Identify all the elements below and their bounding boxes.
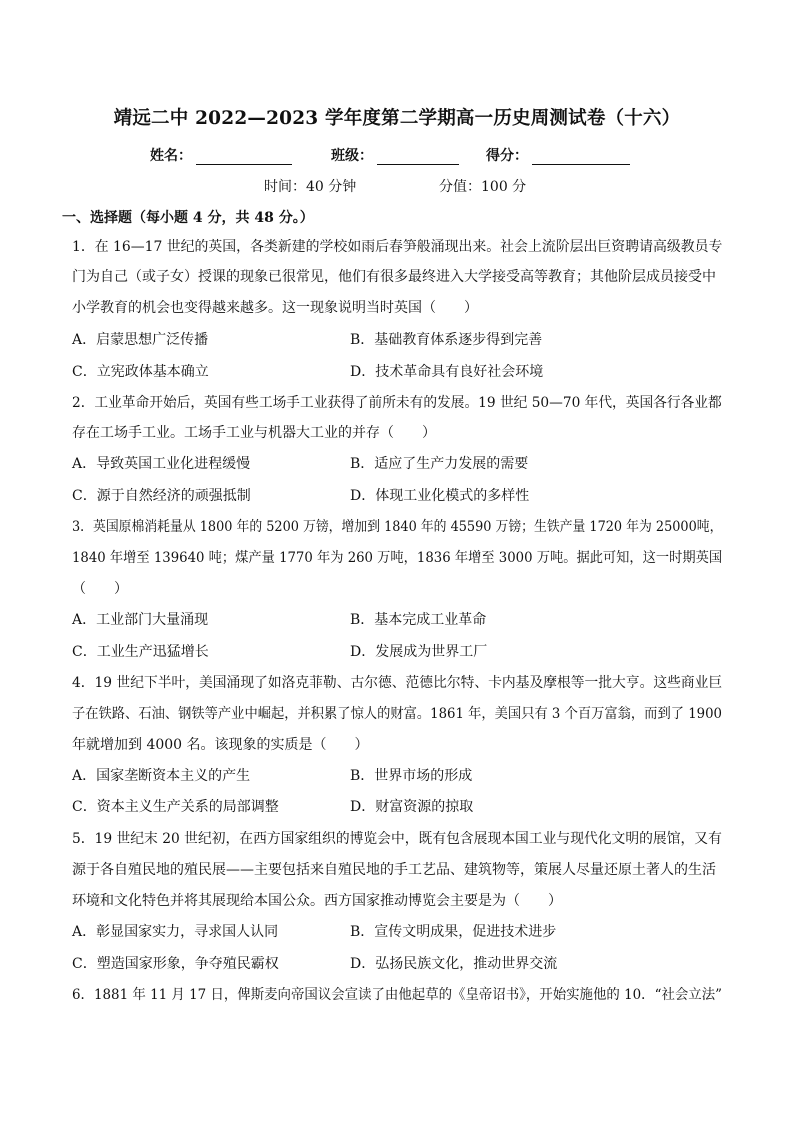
question-text-line: 4．19 世纪下半叶，美国涌现了如洛克菲勒、古尔德、范德比尔特、卡内基及摩根等一批大亨。这些商业巨 — [72, 675, 723, 691]
question-text-line: 环境和文化特色并将其展现给本国公众。西方国家推动博览会主要是为（ ） — [72, 893, 562, 909]
question-text-line: 年就增加到 4000 名。该现象的实质是（ ） — [72, 737, 369, 753]
time-limit: 时间：40 分钟 — [264, 179, 357, 195]
option-b[interactable]: B．宣传文明成果，促进技术进步 — [350, 924, 557, 940]
score-blank[interactable] — [532, 148, 630, 165]
question-text-line: 1．在 16—17 世纪的英国，各类新建的学校如雨后春笋般涌现出来。社会上流阶层出巨资聘请高级教员专 — [72, 239, 723, 255]
question-text-line: 子在铁路、石油、钢铁等产业中崛起，并积累了惊人的财富。1861 年，美国只有 3 个百万富翁，而到了 1900 — [72, 706, 722, 722]
class-field[interactable] — [331, 145, 459, 165]
option-a[interactable]: A．国家垄断资本主义的产生 — [72, 768, 251, 784]
question-text-line: 3．英国原棉消耗量从 1800 年的 5200 万镑，增加到 1840 年的 45590 万镑；生铁产量 1720 年为 25000吨， — [72, 519, 723, 535]
option-b[interactable]: B．世界市场的形成 — [350, 768, 473, 784]
question-text-line: 5．19 世纪末 20 世纪初，在西方国家组织的博览会中，既有包含展现本国工业与现代化文明的展馆，又有 — [72, 831, 722, 847]
score-label: 得分： — [486, 148, 528, 164]
option-a[interactable]: A．工业部门大量涌现 — [72, 612, 209, 628]
option-c[interactable]: C．资本主义生产关系的局部调整 — [72, 799, 279, 815]
question-text-line: 存在工场手工业。工场手工业与机器大工业的并存（ ） — [72, 425, 436, 441]
question-text-line: 小学教育的机会也变得越来越多。这一现象说明当时英国（ ） — [72, 300, 478, 316]
class-label: 班级： — [331, 148, 373, 164]
name-field[interactable] — [150, 145, 292, 165]
option-b[interactable]: B．基本完成工业革命 — [350, 612, 487, 628]
option-d[interactable]: D．弘扬民族文化，推动世界交流 — [350, 956, 558, 972]
option-a[interactable]: A．导致英国工业化进程缓慢 — [72, 456, 251, 472]
option-d[interactable]: D．发展成为世界工厂 — [350, 644, 488, 660]
question-text-line: 6．1881 年 11 月 17 日，俾斯麦向帝国议会宣读了由他起草的《皇帝诏书》，开始实施他的 10．“社会立法” — [72, 987, 722, 1003]
name-label: 姓名： — [150, 148, 192, 164]
section-heading: 一、选择题（每小题 4 分，共 48 分。） — [62, 210, 314, 226]
option-c[interactable]: C．立宪政体基本确立 — [72, 364, 209, 380]
option-c[interactable]: C．源于自然经济的顽强抵制 — [72, 488, 251, 504]
question-text-line: （ ） — [72, 581, 128, 597]
question-text-line: 门为自己（或子女）授课的现象已很常见，他们有很多最终进入大学接受高等教育；其他阶层成员接受中 — [72, 269, 716, 285]
option-d[interactable]: D．体现工业化模式的多样性 — [350, 488, 530, 504]
student-info-row — [0, 145, 794, 165]
option-a[interactable]: A．彰显国家实力，寻求国人认同 — [72, 924, 279, 940]
option-d[interactable]: D．技术革命具有良好社会环境 — [350, 364, 544, 380]
page-title: 靖远二中 2022—2023 学年度第二学期高一历史周测试卷（十六） — [113, 108, 681, 129]
question-text-line: 源于各自殖民地的殖民展——主要包括来自殖民地的手工艺品、建筑物等，策展人尽量还原土著人的生活 — [72, 862, 716, 878]
name-blank[interactable] — [196, 148, 292, 165]
option-d[interactable]: D．财富资源的掠取 — [350, 799, 474, 815]
question-text-line: 1840 年增至 139640 吨；煤产量 1770 年为 260 万吨，1836 年增至 3000 万吨。据此可知，这一时期英国 — [72, 550, 723, 566]
class-blank[interactable] — [377, 148, 459, 165]
total-points: 分值：100 分 — [439, 179, 527, 195]
option-c[interactable]: C．工业生产迅猛增长 — [72, 644, 209, 660]
option-b[interactable]: B．基础教育体系逐步得到完善 — [350, 332, 543, 348]
option-b[interactable]: B．适应了生产力发展的需要 — [350, 456, 529, 472]
score-field[interactable] — [486, 145, 630, 165]
question-text-line: 2．工业革命开始后，英国有些工场手工业获得了前所未有的发展。19 世纪 50—70 年代，英国各行各业都 — [72, 395, 722, 411]
option-a[interactable]: A．启蒙思想广泛传播 — [72, 332, 209, 348]
option-c[interactable]: C．塑造国家形象，争夺殖民霸权 — [72, 956, 279, 972]
